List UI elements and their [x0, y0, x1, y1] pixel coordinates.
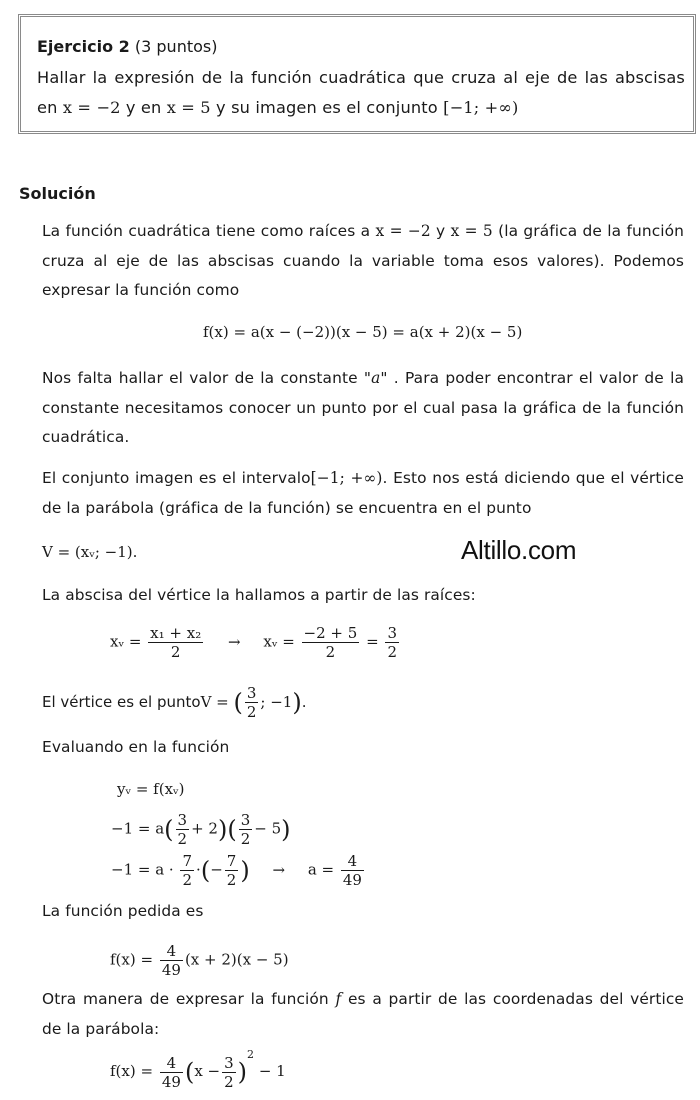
vertex-form-function: f(x) = $\frac{4}{49}$ (x − $\frac{3}{2}$ )$^2$ − 1	[110, 1048, 286, 1091]
exercise-title: Ejercicio 2 (3 puntos)	[37, 37, 218, 56]
fraction: $\frac{3}{2}$	[240, 811, 251, 848]
final-function: f(x) = $\frac{4}{49}$ (x + 2)(x − 5)	[110, 942, 289, 979]
watermark: Altillo.com	[461, 535, 577, 565]
fraction: $\frac{3}{2}$	[177, 811, 188, 848]
exercise-statement: Hallar la expresión de la función cuadrática que cruza al eje de las abscisas en x = −2 y en x = 5 y su imagen es el conjunto [−1; +∞)	[37, 68, 685, 117]
vertex-statement: El vértice es el puntoV = ( $\frac{3}{2}$ ; −1).	[42, 684, 307, 721]
paragraph-abscissa: La abscisa del vértice la hallamos a partir de las raíces:	[42, 586, 476, 604]
fraction: $\frac{3}{2}$	[224, 1053, 234, 1091]
fraction: $\frac{4}{49}$	[161, 1053, 181, 1091]
fraction: $\frac{\text{x₁ + x₂}}{2}$	[150, 624, 202, 661]
factored-equation: f(x) = a(x − (−2))(x − 5) = a(x + 2)(x − 5)	[203, 323, 523, 341]
vertex-abscissa-formula: xᵥ = $\frac{\text{x₁ + x₂}}{2}$ → xᵥ = $\frac{-2 + 5}{2}$ = $\frac{3}{2}$	[110, 624, 397, 661]
fraction: $\frac{7}{2}$	[226, 852, 237, 889]
arrow-icon: →	[228, 632, 241, 651]
fraction: $\frac{7}{2}$	[182, 852, 193, 889]
paragraph-image-set: El conjunto imagen es el intervalo[−1; +∞). Esto nos está diciendo que el vértice de la parábola (gráfica de la función) se encuentra en el punto	[42, 469, 685, 517]
exercise-box	[18, 14, 696, 134]
paragraph-roots: La función cuadrática tiene como raíces a x = −2 y x = 5 (la gráfica de la función cruza al eje de las abscisas cuando la variable toma esos valores). Podemos expresar la función como	[42, 222, 685, 299]
fraction: $\frac{4}{49}$	[161, 942, 181, 979]
fraction: $\frac{4}{49}$	[342, 852, 362, 889]
vertex-point: V = (xᵥ; −1).	[42, 543, 138, 561]
fraction: $\frac{3}{2}$	[387, 624, 397, 661]
paragraph-result: La función pedida es	[42, 902, 204, 920]
fraction: $\frac{-2 + 5}{2}$	[303, 624, 358, 661]
solution-heading: Solución	[19, 184, 96, 203]
paragraph-vertex-form: Otra manera de expresar la función f es a partir de las coordenadas del vértice de la parábola:	[42, 990, 684, 1038]
paragraph-evaluating: Evaluando en la función	[42, 738, 230, 756]
paragraph-constant: Nos falta hallar el valor de la constante "a" . Para poder encontrar el valor de la constante necesitamos conocer un punto por el cual pasa la gráfica de la función cuadrática.	[42, 369, 684, 446]
evaluation-line-2: −1 = a( $\frac{3}{2}$ + 2)( $\frac{3}{2}$ − 5)	[111, 811, 291, 848]
fraction: $\frac{3}{2}$	[246, 684, 257, 721]
arrow-icon: →	[272, 860, 286, 879]
evaluation-line-3: −1 = a · $\frac{7}{2}$ ·(− $\frac{7}{2}$ ) → a = $\frac{4}{49}$	[111, 852, 362, 889]
evaluation-line-1: yᵥ = f(xᵥ)	[117, 780, 185, 798]
